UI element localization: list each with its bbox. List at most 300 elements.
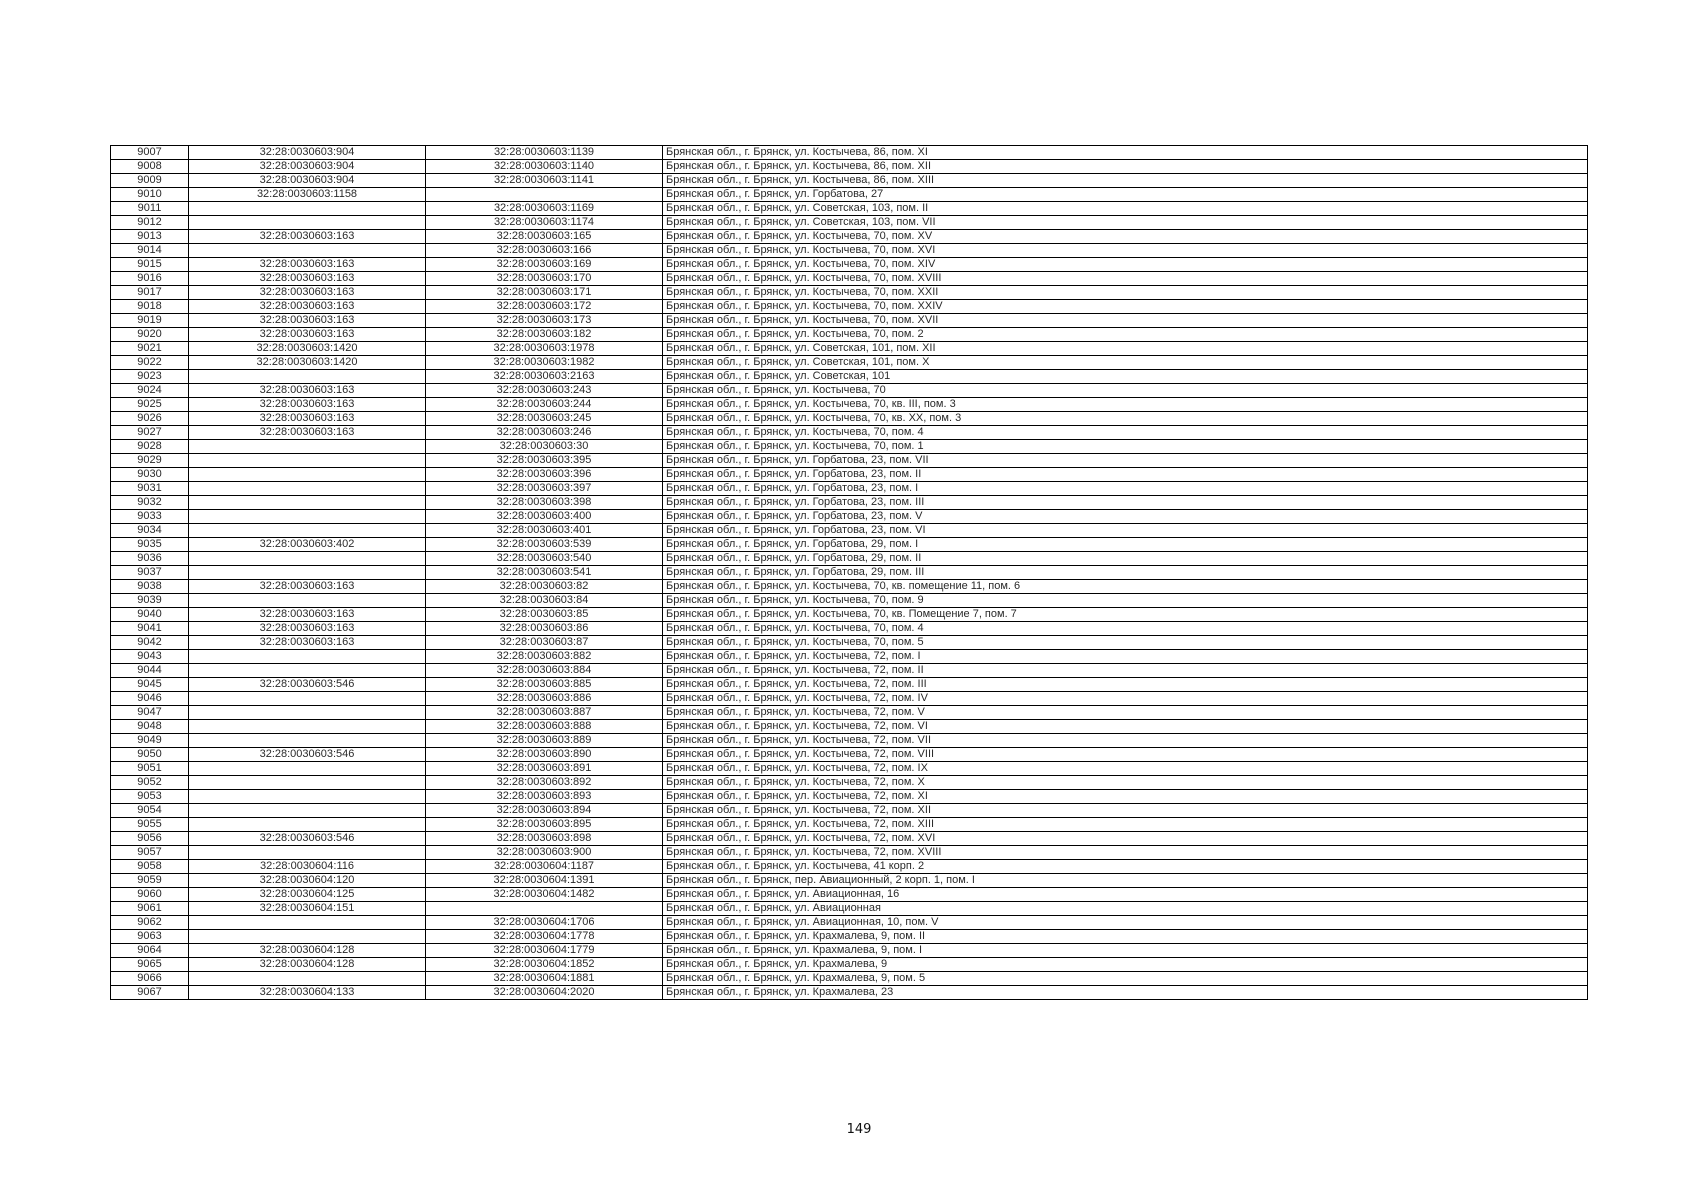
- cell-parent-cadastral-number: [189, 244, 426, 258]
- cell-parent-cadastral-number: 32:28:0030604:128: [189, 944, 426, 958]
- cell-address: Брянская обл., г. Брянск, ул. Костычева, 72, пом. VIII: [663, 748, 1588, 762]
- table-row: [111, 720, 1588, 734]
- cell-row-number: 9043: [111, 650, 189, 664]
- table-row: [111, 356, 1588, 370]
- cell-cadastral-number: 32:28:0030604:1391: [426, 874, 663, 888]
- table-row: [111, 314, 1588, 328]
- cell-cadastral-number: 32:28:0030603:173: [426, 314, 663, 328]
- cell-parent-cadastral-number: 32:28:0030603:904: [189, 174, 426, 188]
- table-row: [111, 776, 1588, 790]
- cell-cadastral-number: 32:28:0030603:169: [426, 258, 663, 272]
- cell-parent-cadastral-number: 32:28:0030604:120: [189, 874, 426, 888]
- cell-cadastral-number: 32:28:0030603:1978: [426, 342, 663, 356]
- cell-cadastral-number: 32:28:0030604:1187: [426, 860, 663, 874]
- cell-address: Брянская обл., г. Брянск, ул. Авиационная: [663, 902, 1588, 916]
- table-row: [111, 608, 1588, 622]
- cell-address: Брянская обл., г. Брянск, ул. Горбатова, 23, пом. III: [663, 496, 1588, 510]
- cell-address: Брянская обл., г. Брянск, ул. Костычева, 86, пом. XIII: [663, 174, 1588, 188]
- cell-cadastral-number: 32:28:0030603:245: [426, 412, 663, 426]
- cell-row-number: 9008: [111, 160, 189, 174]
- table-row: [111, 216, 1588, 230]
- cell-cadastral-number: 32:28:0030603:85: [426, 608, 663, 622]
- cell-cadastral-number: 32:28:0030603:893: [426, 790, 663, 804]
- cell-address: Брянская обл., г. Брянск, ул. Костычева, 72, пом. X: [663, 776, 1588, 790]
- cell-parent-cadastral-number: 32:28:0030603:163: [189, 314, 426, 328]
- cell-address: Брянская обл., г. Брянск, пер. Авиационный, 2 корп. 1, пом. I: [663, 874, 1588, 888]
- cell-row-number: 9009: [111, 174, 189, 188]
- cell-parent-cadastral-number: 32:28:0030603:163: [189, 608, 426, 622]
- table-row: [111, 146, 1588, 160]
- cell-address: Брянская обл., г. Брянск, ул. Горбатова, 23, пом. I: [663, 482, 1588, 496]
- cell-cadastral-number: 32:28:0030603:396: [426, 468, 663, 482]
- cell-parent-cadastral-number: 32:28:0030603:904: [189, 160, 426, 174]
- cell-row-number: 9017: [111, 286, 189, 300]
- cell-cadastral-number: [426, 188, 663, 202]
- cell-parent-cadastral-number: [189, 524, 426, 538]
- cell-cadastral-number: [426, 902, 663, 916]
- cell-address: Брянская обл., г. Брянск, ул. Костычева, 72, пом. III: [663, 678, 1588, 692]
- cell-parent-cadastral-number: 32:28:0030603:904: [189, 146, 426, 160]
- cell-row-number: 9018: [111, 300, 189, 314]
- cell-parent-cadastral-number: [189, 594, 426, 608]
- cell-address: Брянская обл., г. Брянск, ул. Горбатова, 29, пом. III: [663, 566, 1588, 580]
- cell-row-number: 9057: [111, 846, 189, 860]
- cell-row-number: 9062: [111, 916, 189, 930]
- table-row: [111, 818, 1588, 832]
- cell-cadastral-number: 32:28:0030603:397: [426, 482, 663, 496]
- table-row: [111, 510, 1588, 524]
- cell-row-number: 9041: [111, 622, 189, 636]
- table-row: [111, 664, 1588, 678]
- cell-parent-cadastral-number: [189, 496, 426, 510]
- cell-cadastral-number: 32:28:0030603:898: [426, 832, 663, 846]
- table-row: [111, 174, 1588, 188]
- cell-address: Брянская обл., г. Брянск, ул. Советская, 101: [663, 370, 1588, 384]
- cell-row-number: 9025: [111, 398, 189, 412]
- cell-cadastral-number: 32:28:0030603:1169: [426, 202, 663, 216]
- cell-parent-cadastral-number: [189, 790, 426, 804]
- cell-address: Брянская обл., г. Брянск, ул. Горбатова, 29, пом. I: [663, 538, 1588, 552]
- cell-address: Брянская обл., г. Брянск, ул. Костычева, 70: [663, 384, 1588, 398]
- cell-row-number: 9039: [111, 594, 189, 608]
- cell-row-number: 9040: [111, 608, 189, 622]
- cell-row-number: 9024: [111, 384, 189, 398]
- table-row: [111, 300, 1588, 314]
- cell-cadastral-number: 32:28:0030603:894: [426, 804, 663, 818]
- cell-address: Брянская обл., г. Брянск, ул. Костычева, 70, кв. помещение 11, пом. 6: [663, 580, 1588, 594]
- cell-parent-cadastral-number: 32:28:0030603:163: [189, 286, 426, 300]
- cell-cadastral-number: 32:28:0030603:886: [426, 692, 663, 706]
- cell-parent-cadastral-number: [189, 804, 426, 818]
- cell-address: Брянская обл., г. Брянск, ул. Костычева, 72, пом. I: [663, 650, 1588, 664]
- table-row: [111, 398, 1588, 412]
- cell-cadastral-number: 32:28:0030604:2020: [426, 986, 663, 1000]
- cell-cadastral-number: 32:28:0030604:1706: [426, 916, 663, 930]
- cell-parent-cadastral-number: 32:28:0030603:1420: [189, 342, 426, 356]
- cell-parent-cadastral-number: [189, 552, 426, 566]
- table-row: [111, 650, 1588, 664]
- cell-parent-cadastral-number: [189, 930, 426, 944]
- table-row: [111, 972, 1588, 986]
- cell-cadastral-number: 32:28:0030603:1174: [426, 216, 663, 230]
- cell-row-number: 9022: [111, 356, 189, 370]
- cell-row-number: 9065: [111, 958, 189, 972]
- cell-cadastral-number: 32:28:0030603:895: [426, 818, 663, 832]
- table-row: [111, 888, 1588, 902]
- table-row: [111, 160, 1588, 174]
- cell-address: Брянская обл., г. Брянск, ул. Крахмалева, 9, пом. 5: [663, 972, 1588, 986]
- cell-parent-cadastral-number: [189, 692, 426, 706]
- table-row: [111, 804, 1588, 818]
- cell-parent-cadastral-number: 32:28:0030603:163: [189, 328, 426, 342]
- cell-address: Брянская обл., г. Брянск, ул. Костычева, 70, кв. XX, пом. 3: [663, 412, 1588, 426]
- table-row: [111, 440, 1588, 454]
- cell-parent-cadastral-number: 32:28:0030604:151: [189, 902, 426, 916]
- cell-parent-cadastral-number: 32:28:0030604:133: [189, 986, 426, 1000]
- cell-address: Брянская обл., г. Брянск, ул. Костычева, 72, пом. V: [663, 706, 1588, 720]
- cell-cadastral-number: 32:28:0030603:170: [426, 272, 663, 286]
- cell-row-number: 9007: [111, 146, 189, 160]
- cell-cadastral-number: 32:28:0030603:246: [426, 426, 663, 440]
- cell-address: Брянская обл., г. Брянск, ул. Костычева, 70, кв. Помещение 7, пом. 7: [663, 608, 1588, 622]
- table-row: [111, 258, 1588, 272]
- cell-address: Брянская обл., г. Брянск, ул. Крахмалева, 9, пом. I: [663, 944, 1588, 958]
- cell-parent-cadastral-number: 32:28:0030603:402: [189, 538, 426, 552]
- cell-row-number: 9023: [111, 370, 189, 384]
- cell-address: Брянская обл., г. Брянск, ул. Советская, 103, пом. VII: [663, 216, 1588, 230]
- cell-address: Брянская обл., г. Брянск, ул. Горбатова, 23, пом. V: [663, 510, 1588, 524]
- cell-parent-cadastral-number: [189, 972, 426, 986]
- registry-table-body: [111, 146, 1588, 1000]
- cell-parent-cadastral-number: 32:28:0030603:163: [189, 622, 426, 636]
- cell-parent-cadastral-number: 32:28:0030603:1158: [189, 188, 426, 202]
- cell-address: Брянская обл., г. Брянск, ул. Советская, 101, пом. X: [663, 356, 1588, 370]
- cell-address: Брянская обл., г. Брянск, ул. Костычева, 70, пом. 9: [663, 594, 1588, 608]
- cell-row-number: 9061: [111, 902, 189, 916]
- table-row: [111, 370, 1588, 384]
- cell-row-number: 9064: [111, 944, 189, 958]
- cell-address: Брянская обл., г. Брянск, ул. Костычева, 70, пом. XVII: [663, 314, 1588, 328]
- cell-cadastral-number: 32:28:0030603:1140: [426, 160, 663, 174]
- cell-address: Брянская обл., г. Брянск, ул. Крахмалева, 9: [663, 958, 1588, 972]
- cell-row-number: 9036: [111, 552, 189, 566]
- cell-parent-cadastral-number: 32:28:0030603:163: [189, 412, 426, 426]
- table-row: [111, 986, 1588, 1000]
- cell-parent-cadastral-number: 32:28:0030603:546: [189, 748, 426, 762]
- cell-parent-cadastral-number: 32:28:0030603:163: [189, 636, 426, 650]
- cell-cadastral-number: 32:28:0030604:1778: [426, 930, 663, 944]
- cell-cadastral-number: 32:28:0030603:244: [426, 398, 663, 412]
- cell-parent-cadastral-number: [189, 440, 426, 454]
- cell-address: Брянская обл., г. Брянск, ул. Костычева, 70, пом. 2: [663, 328, 1588, 342]
- cell-cadastral-number: 32:28:0030603:86: [426, 622, 663, 636]
- cell-cadastral-number: 32:28:0030603:889: [426, 734, 663, 748]
- table-row: [111, 468, 1588, 482]
- cell-row-number: 9047: [111, 706, 189, 720]
- cell-row-number: 9011: [111, 202, 189, 216]
- cell-row-number: 9042: [111, 636, 189, 650]
- cell-row-number: 9060: [111, 888, 189, 902]
- cell-cadastral-number: 32:28:0030603:1982: [426, 356, 663, 370]
- cell-cadastral-number: 32:28:0030603:171: [426, 286, 663, 300]
- cell-cadastral-number: 32:28:0030603:87: [426, 636, 663, 650]
- cell-row-number: 9052: [111, 776, 189, 790]
- cell-parent-cadastral-number: [189, 818, 426, 832]
- cell-row-number: 9012: [111, 216, 189, 230]
- table-row: [111, 454, 1588, 468]
- cell-cadastral-number: 32:28:0030604:1482: [426, 888, 663, 902]
- cell-parent-cadastral-number: [189, 510, 426, 524]
- table-row: [111, 706, 1588, 720]
- cell-row-number: 9015: [111, 258, 189, 272]
- cell-address: Брянская обл., г. Брянск, ул. Костычева, 70, пом. 4: [663, 622, 1588, 636]
- cell-address: Брянская обл., г. Брянск, ул. Костычева, 70, пом. XV: [663, 230, 1588, 244]
- cell-parent-cadastral-number: [189, 468, 426, 482]
- table-row: [111, 860, 1588, 874]
- table-row: [111, 734, 1588, 748]
- cell-cadastral-number: 32:28:0030604:1881: [426, 972, 663, 986]
- table-row: [111, 874, 1588, 888]
- table-row: [111, 832, 1588, 846]
- cell-address: Брянская обл., г. Брянск, ул. Авиационная, 16: [663, 888, 1588, 902]
- cell-row-number: 9049: [111, 734, 189, 748]
- table-row: [111, 762, 1588, 776]
- cell-address: Брянская обл., г. Брянск, ул. Авиационная, 10, пом. V: [663, 916, 1588, 930]
- cell-row-number: 9027: [111, 426, 189, 440]
- cell-parent-cadastral-number: 32:28:0030603:163: [189, 230, 426, 244]
- table-row: [111, 958, 1588, 972]
- cell-cadastral-number: 32:28:0030603:398: [426, 496, 663, 510]
- cell-parent-cadastral-number: 32:28:0030603:163: [189, 258, 426, 272]
- table-row: [111, 790, 1588, 804]
- cell-parent-cadastral-number: [189, 370, 426, 384]
- cell-address: Брянская обл., г. Брянск, ул. Костычева, 70, пом. XIV: [663, 258, 1588, 272]
- cell-parent-cadastral-number: [189, 454, 426, 468]
- cell-cadastral-number: 32:28:0030603:900: [426, 846, 663, 860]
- cell-address: Брянская обл., г. Брянск, ул. Горбатова, 23, пом. II: [663, 468, 1588, 482]
- cell-address: Брянская обл., г. Брянск, ул. Костычева, 72, пом. XIII: [663, 818, 1588, 832]
- table-row: [111, 846, 1588, 860]
- cell-row-number: 9054: [111, 804, 189, 818]
- cell-row-number: 9051: [111, 762, 189, 776]
- cell-cadastral-number: 32:28:0030603:165: [426, 230, 663, 244]
- cell-parent-cadastral-number: [189, 202, 426, 216]
- cell-address: Брянская обл., г. Брянск, ул. Советская, 101, пом. XII: [663, 342, 1588, 356]
- cell-row-number: 9045: [111, 678, 189, 692]
- cell-cadastral-number: 32:28:0030603:401: [426, 524, 663, 538]
- cell-parent-cadastral-number: 32:28:0030604:128: [189, 958, 426, 972]
- cell-cadastral-number: 32:28:0030603:172: [426, 300, 663, 314]
- cell-row-number: 9038: [111, 580, 189, 594]
- cell-row-number: 9032: [111, 496, 189, 510]
- table-row: [111, 328, 1588, 342]
- table-row: [111, 496, 1588, 510]
- cell-cadastral-number: 32:28:0030603:888: [426, 720, 663, 734]
- cell-cadastral-number: 32:28:0030603:84: [426, 594, 663, 608]
- cell-parent-cadastral-number: [189, 720, 426, 734]
- cell-parent-cadastral-number: [189, 706, 426, 720]
- cell-row-number: 9035: [111, 538, 189, 552]
- cell-parent-cadastral-number: [189, 776, 426, 790]
- cell-cadastral-number: 32:28:0030603:400: [426, 510, 663, 524]
- table-row: [111, 580, 1588, 594]
- cell-address: Брянская обл., г. Брянск, ул. Костычева, 72, пом. XVIII: [663, 846, 1588, 860]
- table-row: [111, 594, 1588, 608]
- cell-row-number: 9010: [111, 188, 189, 202]
- cell-address: Брянская обл., г. Брянск, ул. Крахмалева, 9, пом. II: [663, 930, 1588, 944]
- cell-address: Брянская обл., г. Брянск, ул. Костычева, 70, кв. III, пом. 3: [663, 398, 1588, 412]
- cell-parent-cadastral-number: 32:28:0030603:1420: [189, 356, 426, 370]
- table-row: [111, 384, 1588, 398]
- table-row: [111, 552, 1588, 566]
- cell-cadastral-number: 32:28:0030603:1141: [426, 174, 663, 188]
- cell-parent-cadastral-number: 32:28:0030603:163: [189, 426, 426, 440]
- cell-cadastral-number: 32:28:0030603:882: [426, 650, 663, 664]
- cell-row-number: 9067: [111, 986, 189, 1000]
- cell-parent-cadastral-number: [189, 916, 426, 930]
- cell-cadastral-number: 32:28:0030604:1779: [426, 944, 663, 958]
- cell-parent-cadastral-number: 32:28:0030603:546: [189, 678, 426, 692]
- cell-address: Брянская обл., г. Брянск, ул. Костычева, 72, пом. IX: [663, 762, 1588, 776]
- cell-parent-cadastral-number: 32:28:0030603:163: [189, 272, 426, 286]
- cell-address: Брянская обл., г. Брянск, ул. Костычева, 70, пом. 4: [663, 426, 1588, 440]
- cell-row-number: 9055: [111, 818, 189, 832]
- cell-parent-cadastral-number: 32:28:0030603:163: [189, 398, 426, 412]
- cell-address: Брянская обл., г. Брянск, ул. Костычева, 72, пом. VII: [663, 734, 1588, 748]
- cell-cadastral-number: 32:28:0030603:539: [426, 538, 663, 552]
- table-row: [111, 930, 1588, 944]
- cell-row-number: 9034: [111, 524, 189, 538]
- cell-row-number: 9020: [111, 328, 189, 342]
- cell-row-number: 9026: [111, 412, 189, 426]
- table-row: [111, 188, 1588, 202]
- table-row: [111, 202, 1588, 216]
- cell-row-number: 9066: [111, 972, 189, 986]
- cell-address: Брянская обл., г. Брянск, ул. Костычева, 41 корп. 2: [663, 860, 1588, 874]
- cell-address: Брянская обл., г. Брянск, ул. Костычева, 70, пом. 1: [663, 440, 1588, 454]
- cell-row-number: 9029: [111, 454, 189, 468]
- cell-parent-cadastral-number: 32:28:0030603:163: [189, 580, 426, 594]
- cell-parent-cadastral-number: [189, 216, 426, 230]
- cell-cadastral-number: 32:28:0030604:1852: [426, 958, 663, 972]
- cell-address: Брянская обл., г. Брянск, ул. Костычева, 72, пом. VI: [663, 720, 1588, 734]
- table-row: [111, 748, 1588, 762]
- cell-row-number: 9016: [111, 272, 189, 286]
- cell-address: Брянская обл., г. Брянск, ул. Горбатова, 29, пом. II: [663, 552, 1588, 566]
- cell-address: Брянская обл., г. Брянск, ул. Костычева, 70, пом. XXII: [663, 286, 1588, 300]
- cell-row-number: 9013: [111, 230, 189, 244]
- table-row: [111, 944, 1588, 958]
- cell-address: Брянская обл., г. Брянск, ул. Костычева, 70, пом. XVIII: [663, 272, 1588, 286]
- cell-parent-cadastral-number: [189, 664, 426, 678]
- cell-address: Брянская обл., г. Брянск, ул. Костычева, 72, пом. XII: [663, 804, 1588, 818]
- cell-cadastral-number: 32:28:0030603:166: [426, 244, 663, 258]
- cell-row-number: 9053: [111, 790, 189, 804]
- table-row: [111, 272, 1588, 286]
- cell-address: Брянская обл., г. Брянск, ул. Горбатова, 23, пом. VII: [663, 454, 1588, 468]
- table-row: [111, 678, 1588, 692]
- table-row: [111, 566, 1588, 580]
- cell-address: Брянская обл., г. Брянск, ул. Крахмалева, 23: [663, 986, 1588, 1000]
- table-row: [111, 524, 1588, 538]
- cell-parent-cadastral-number: [189, 846, 426, 860]
- cell-row-number: 9030: [111, 468, 189, 482]
- cell-row-number: 9037: [111, 566, 189, 580]
- cell-cadastral-number: 32:28:0030603:395: [426, 454, 663, 468]
- cell-cadastral-number: 32:28:0030603:30: [426, 440, 663, 454]
- cell-address: Брянская обл., г. Брянск, ул. Костычева, 72, пом. XI: [663, 790, 1588, 804]
- cell-cadastral-number: 32:28:0030603:541: [426, 566, 663, 580]
- cell-parent-cadastral-number: [189, 734, 426, 748]
- cell-address: Брянская обл., г. Брянск, ул. Костычева, 70, пом. XVI: [663, 244, 1588, 258]
- cell-address: Брянская обл., г. Брянск, ул. Костычева, 70, пом. 5: [663, 636, 1588, 650]
- table-row: [111, 622, 1588, 636]
- cell-parent-cadastral-number: [189, 482, 426, 496]
- cell-parent-cadastral-number: 32:28:0030604:125: [189, 888, 426, 902]
- cell-address: Брянская обл., г. Брянск, ул. Костычева, 72, пом. II: [663, 664, 1588, 678]
- table-row: [111, 412, 1588, 426]
- table-row: [111, 230, 1588, 244]
- table-row: [111, 426, 1588, 440]
- cell-parent-cadastral-number: [189, 650, 426, 664]
- cell-cadastral-number: 32:28:0030603:2163: [426, 370, 663, 384]
- cell-row-number: 9059: [111, 874, 189, 888]
- cell-address: Брянская обл., г. Брянск, ул. Костычева, 86, пом. XII: [663, 160, 1588, 174]
- cell-row-number: 9021: [111, 342, 189, 356]
- cell-address: Брянская обл., г. Брянск, ул. Костычева, 86, пом. XI: [663, 146, 1588, 160]
- table-row: [111, 916, 1588, 930]
- cell-parent-cadastral-number: [189, 762, 426, 776]
- cell-cadastral-number: 32:28:0030603:243: [426, 384, 663, 398]
- page-number: 149: [846, 1122, 872, 1137]
- cell-address: Брянская обл., г. Брянск, ул. Горбатова, 27: [663, 188, 1588, 202]
- table-row: [111, 342, 1588, 356]
- table-row: [111, 636, 1588, 650]
- table-row: [111, 482, 1588, 496]
- cell-cadastral-number: 32:28:0030603:1139: [426, 146, 663, 160]
- cell-row-number: 9063: [111, 930, 189, 944]
- cell-cadastral-number: 32:28:0030603:891: [426, 762, 663, 776]
- cell-address: Брянская обл., г. Брянск, ул. Горбатова, 23, пом. VI: [663, 524, 1588, 538]
- cell-row-number: 9048: [111, 720, 189, 734]
- cell-row-number: 9014: [111, 244, 189, 258]
- cell-cadastral-number: 32:28:0030603:884: [426, 664, 663, 678]
- table-row: [111, 286, 1588, 300]
- cell-parent-cadastral-number: 32:28:0030603:163: [189, 384, 426, 398]
- cell-row-number: 9056: [111, 832, 189, 846]
- cell-address: Брянская обл., г. Брянск, ул. Костычева, 70, пом. XXIV: [663, 300, 1588, 314]
- cell-row-number: 9031: [111, 482, 189, 496]
- cell-parent-cadastral-number: 32:28:0030603:163: [189, 300, 426, 314]
- cell-parent-cadastral-number: [189, 566, 426, 580]
- table-row: [111, 692, 1588, 706]
- cell-cadastral-number: 32:28:0030603:540: [426, 552, 663, 566]
- cell-cadastral-number: 32:28:0030603:885: [426, 678, 663, 692]
- cell-row-number: 9019: [111, 314, 189, 328]
- cell-row-number: 9033: [111, 510, 189, 524]
- cell-cadastral-number: 32:28:0030603:182: [426, 328, 663, 342]
- cell-address: Брянская обл., г. Брянск, ул. Советская, 103, пом. II: [663, 202, 1588, 216]
- cell-address: Брянская обл., г. Брянск, ул. Костычева, 72, пом. IV: [663, 692, 1588, 706]
- cell-cadastral-number: 32:28:0030603:890: [426, 748, 663, 762]
- cell-row-number: 9044: [111, 664, 189, 678]
- table-row: [111, 902, 1588, 916]
- cell-cadastral-number: 32:28:0030603:887: [426, 706, 663, 720]
- cell-row-number: 9050: [111, 748, 189, 762]
- cell-parent-cadastral-number: 32:28:0030603:546: [189, 832, 426, 846]
- cell-row-number: 9028: [111, 440, 189, 454]
- table-row: [111, 244, 1588, 258]
